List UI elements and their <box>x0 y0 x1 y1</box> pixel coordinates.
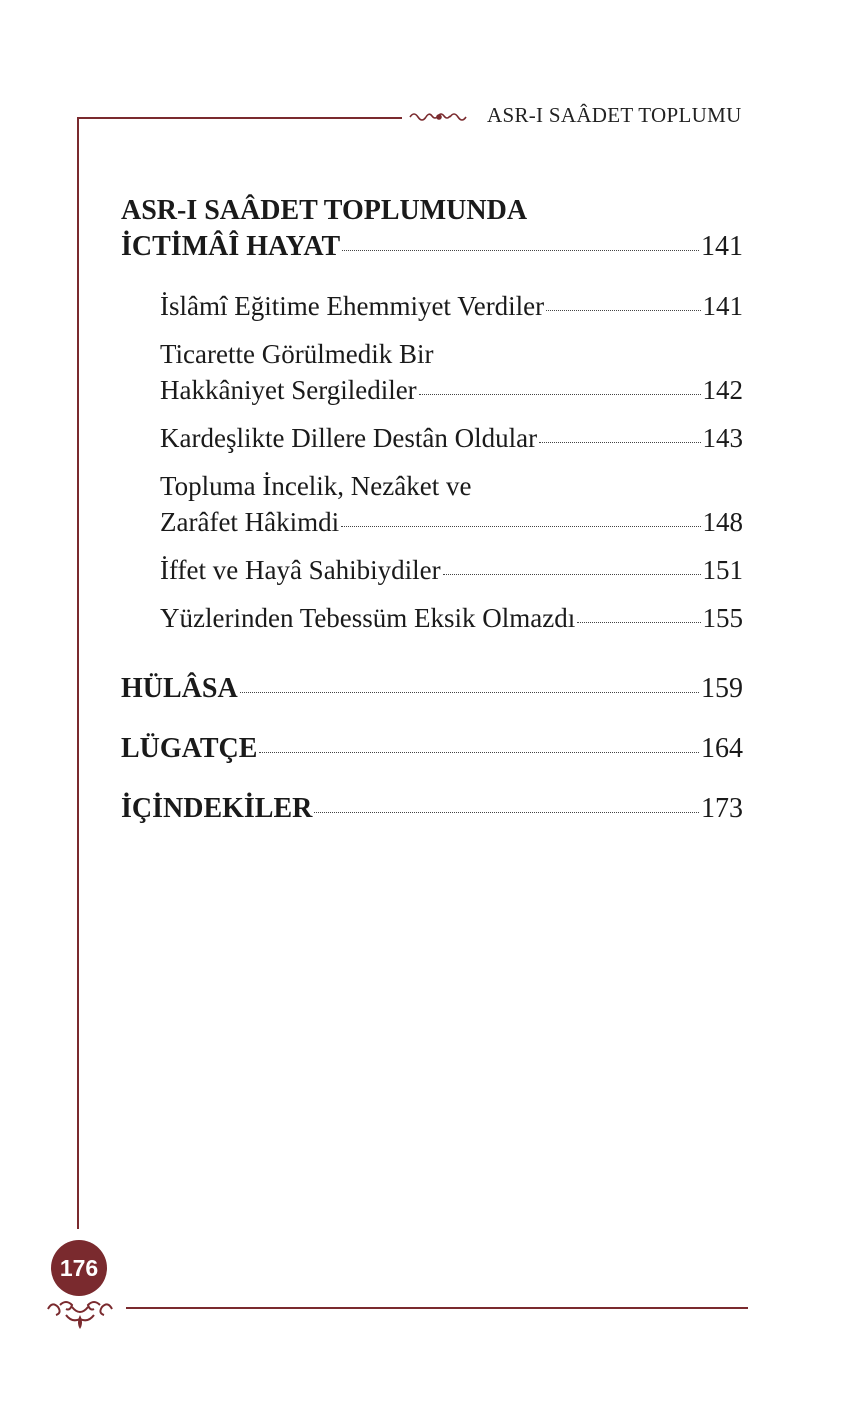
toc-subsection-entry[interactable] <box>121 552 743 588</box>
toc-subsection-title: Yüzlerinden Tebessüm Eksik Olmazdı <box>160 603 576 633</box>
dot-leader <box>546 310 700 311</box>
toc-page-number: 141 <box>702 291 743 321</box>
toc-subsection-title: İslâmî Eğitime Ehemmiyet Verdiler <box>160 291 545 321</box>
toc-page-number: 159 <box>701 673 743 704</box>
dot-leader <box>341 526 700 527</box>
frame-top-line <box>77 117 402 119</box>
scroll-ornament-icon <box>408 108 470 126</box>
footer-line <box>126 1307 748 1309</box>
page-number-badge: 176 <box>51 1240 107 1296</box>
toc-main-title: HÜLÂSA <box>121 673 238 704</box>
toc-subsection-entry[interactable] <box>121 420 743 456</box>
dot-leader <box>419 394 701 395</box>
toc-section-title-line1: ASR-I SAÂDET TOPLUMUNDA <box>121 195 528 226</box>
toc-subsection-title-line1: Ticarette Görülmedik Bir <box>160 339 434 369</box>
toc-page-number: 142 <box>702 375 743 405</box>
toc-page-number: 148 <box>702 507 743 537</box>
running-title: ASR-I SAÂDET TOPLUMU <box>487 103 742 127</box>
dot-leader <box>577 622 700 623</box>
toc-page-number: 155 <box>702 603 743 633</box>
toc-subsection-entry[interactable] <box>121 288 743 324</box>
toc-subsection-title: Kardeşlikte Dillere Destân Oldular <box>160 423 538 453</box>
toc-subsection-entry[interactable] <box>121 600 743 636</box>
toc-subsection-title: İffet ve Hayâ Sahibiydiler <box>160 555 441 585</box>
toc-subsection-entry[interactable] <box>121 468 743 540</box>
dot-leader <box>342 250 699 251</box>
toc-main-entry[interactable] <box>121 791 743 827</box>
dot-leader <box>259 752 699 753</box>
toc-main-title: LÜGATÇE <box>121 733 258 764</box>
dot-leader <box>539 442 700 443</box>
toc-section-title-line2: İCTİMÂÎ HAYAT <box>121 231 341 262</box>
table-of-contents <box>121 193 743 827</box>
toc-subsection-title-line2: Hakkâniyet Sergilediler <box>160 375 417 405</box>
toc-page-number: 164 <box>701 733 743 764</box>
toc-section-entry[interactable] <box>121 193 743 265</box>
floral-ornament-icon <box>44 1297 116 1331</box>
toc-page-number: 141 <box>701 231 743 262</box>
toc-page-number: 173 <box>701 793 743 824</box>
dot-leader <box>240 692 699 693</box>
dot-leader <box>443 574 701 575</box>
toc-main-entry[interactable] <box>121 671 743 707</box>
toc-page-number: 143 <box>702 423 743 453</box>
toc-subsection-title-line1: Topluma İncelik, Nezâket ve <box>160 471 472 501</box>
dot-leader <box>314 812 699 813</box>
toc-subsection-entry[interactable] <box>121 336 743 408</box>
toc-page-number: 151 <box>702 555 743 585</box>
toc-subsection-title-line2: Zarâfet Hâkimdi <box>160 507 340 537</box>
frame-vertical-line <box>77 117 79 1229</box>
toc-main-entry[interactable] <box>121 731 743 767</box>
toc-main-title: İÇİNDEKİLER <box>121 793 313 824</box>
